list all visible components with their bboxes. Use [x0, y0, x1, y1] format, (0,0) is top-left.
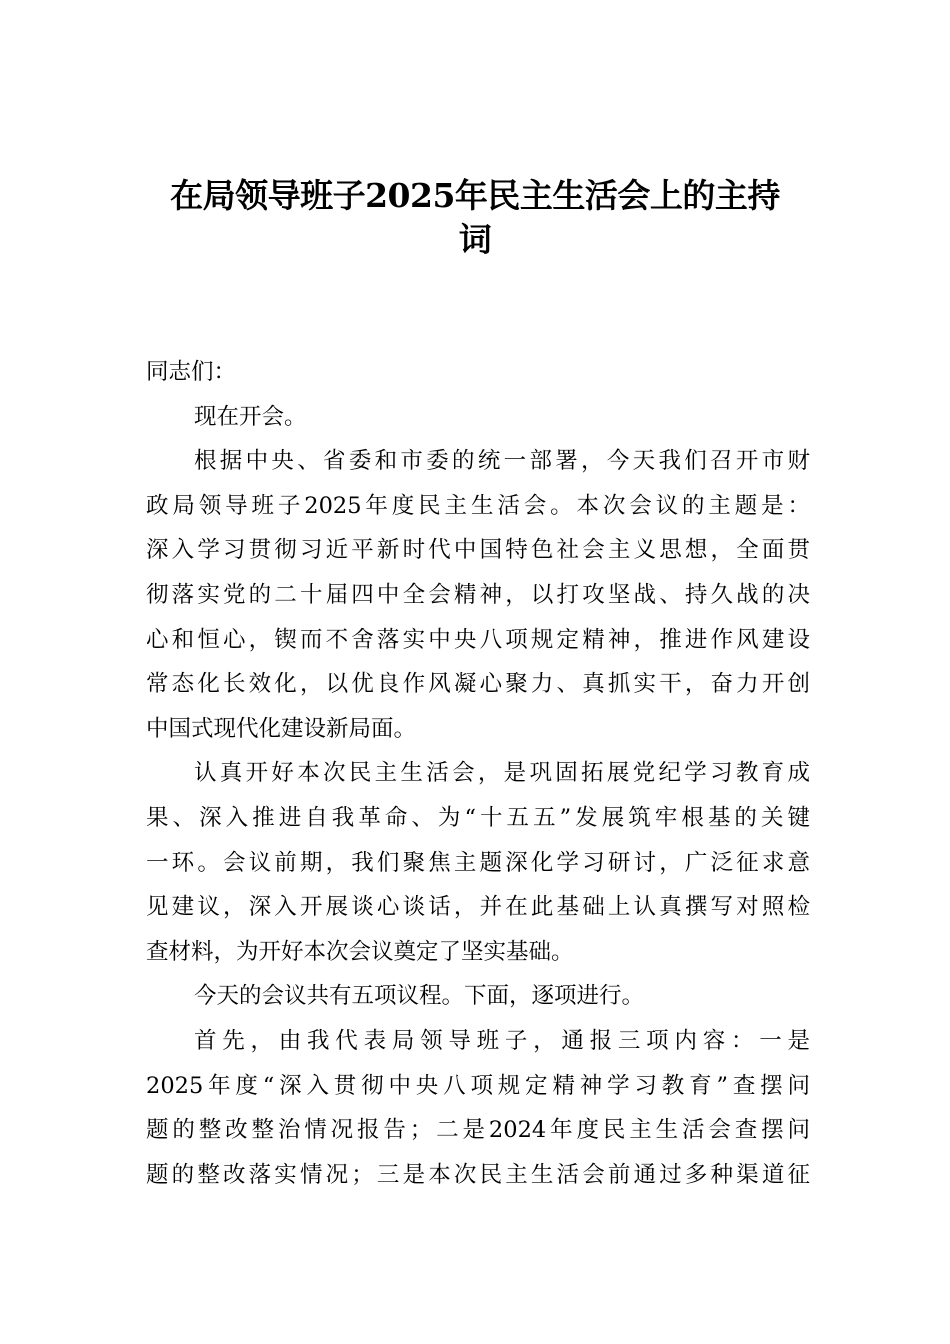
paragraph-2-line-3: 深入学习贯彻习近平新时代中国特色社会主义思想，全面贯 — [146, 537, 810, 564]
paragraph-3-line-4: 见建议，深入开展谈心谈话，并在此基础上认真撰写对照检 — [146, 894, 810, 921]
salutation: 同志们： — [146, 359, 237, 385]
paragraph-3-line-3: 一环。会议前期，我们聚焦主题深化学习研讨，广泛征求意 — [146, 849, 810, 876]
paragraph-5-line-4: 题的整改落实情况；三是本次民主生活会前通过多种渠道征 — [146, 1161, 810, 1188]
paragraph-4-line-1: 今天的会议共有五项议程。下面，逐项进行。 — [194, 983, 645, 1010]
paragraph-2-line-6: 常态化长效化，以优良作风凝心聚力、真抓实干，奋力开创 — [146, 671, 810, 698]
paragraph-3-line-2: 果、深入推进自我革命、为“十五五”发展筑牢根基的关键 — [146, 804, 810, 831]
paragraph-2-line-4: 彻落实党的二十届四中全会精神，以打攻坚战、持久战的决 — [146, 581, 810, 608]
paragraph-2-line-5: 心和恒心，锲而不舍落实中央八项规定精神，推进作风建设 — [146, 626, 810, 653]
paragraph-2-line-1: 根据中央、省委和市委的统一部署，今天我们召开市财 — [194, 448, 810, 475]
document-title-line-1: 在局领导班子2025年民主生活会上的主持 — [170, 176, 780, 215]
document-body — [146, 350, 810, 1197]
paragraph-3-line-5: 查材料，为开好本次会议奠定了坚实基础。 — [146, 938, 574, 965]
paragraph-2-line-7: 中国式现代化建设新局面。 — [146, 715, 417, 742]
paragraph-1-line-1: 现在开会。 — [194, 403, 307, 430]
paragraph-5-line-1: 首先，由我代表局领导班子，通报三项内容：一是 — [194, 1027, 810, 1054]
paragraph-5-line-2: 2025年度“深入贯彻中央八项规定精神学习教育”查摆问 — [146, 1072, 810, 1099]
document-title-line-2: 词 — [458, 220, 492, 259]
paragraph-3-line-1: 认真开好本次民主生活会，是巩固拓展党纪学习教育成 — [194, 760, 810, 787]
paragraph-5-line-3: 题的整改整治情况报告；二是2024年度民主生活会查摆问 — [146, 1117, 810, 1144]
paragraph-2-line-2: 政局领导班子2025年度民主生活会。本次会议的主题是： — [146, 492, 810, 519]
